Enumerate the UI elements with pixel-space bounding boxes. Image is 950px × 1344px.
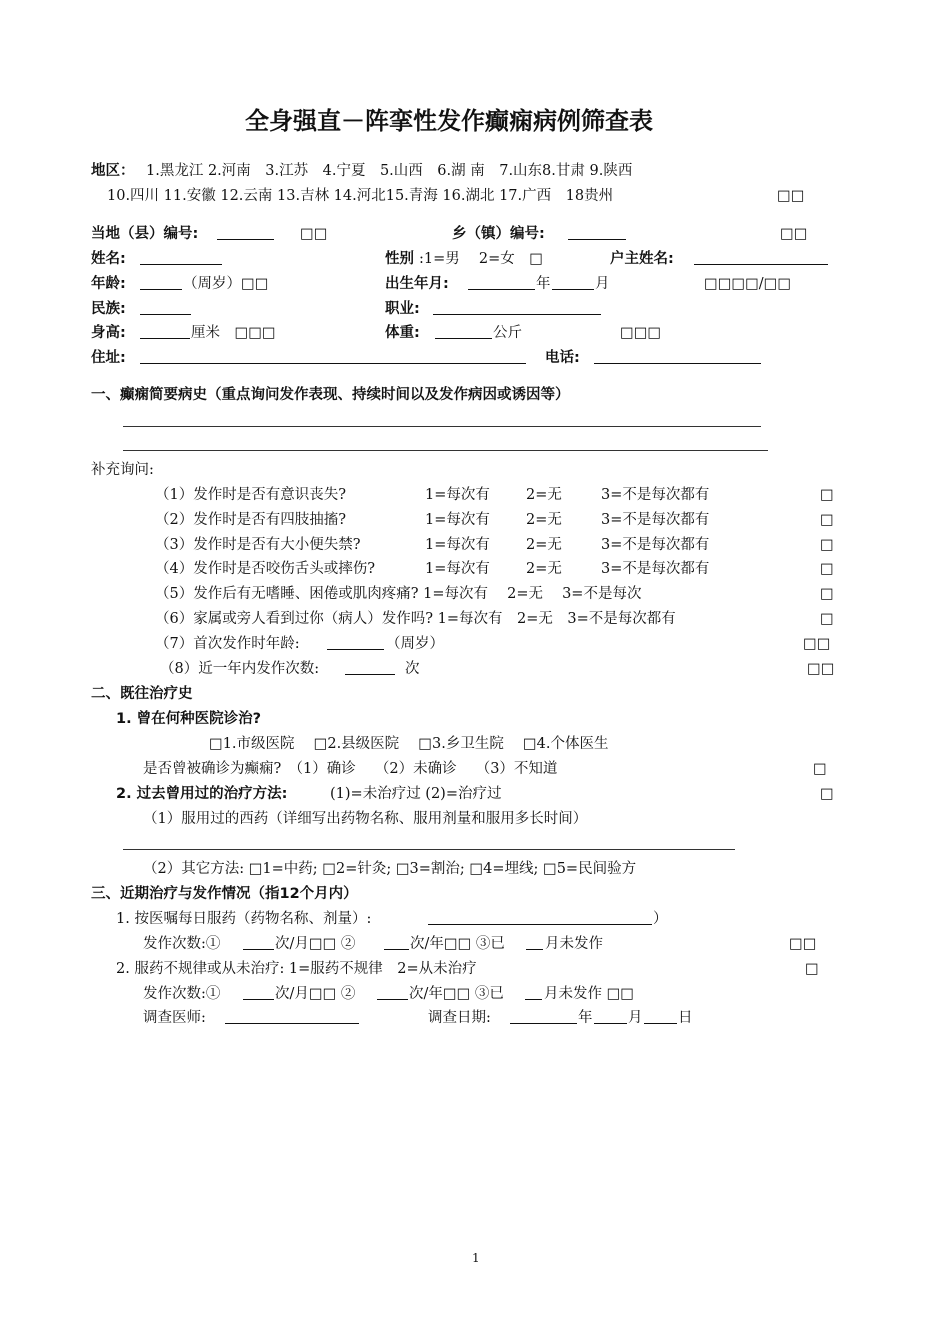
- history-line-2[interactable]: [123, 450, 768, 451]
- frequency-2-month-field[interactable]: [243, 985, 274, 1005]
- option-every: 1=每次有: [425, 512, 490, 528]
- weight-label: 体重:: [385, 325, 420, 341]
- address-field[interactable]: [140, 349, 526, 369]
- frequency-1-year[interactable]: 次/年□□ ③已: [410, 936, 505, 952]
- question-text: （2）发作时是否有四肢抽搐?: [155, 512, 346, 528]
- county-id-field[interactable]: [217, 225, 274, 245]
- survey-year-unit: 年: [578, 1010, 593, 1026]
- age-label: 年龄:: [91, 276, 126, 292]
- birth-year-unit: 年: [536, 276, 551, 292]
- ethnic-label: 民族:: [91, 301, 126, 317]
- age-unit[interactable]: （周岁）□□: [183, 276, 269, 292]
- birth-month-unit: 月: [595, 276, 610, 292]
- weight-unit: 公斤: [493, 325, 522, 341]
- regular-medication-label: 1. 按医嘱每日服药（药物名称、剂量）:: [116, 911, 372, 927]
- birth-boxes[interactable]: □□□□/□□: [704, 276, 792, 292]
- diagnosis-box[interactable]: □: [813, 761, 827, 777]
- question-7-box[interactable]: □□: [803, 636, 831, 652]
- answer-box[interactable]: □: [820, 537, 834, 553]
- frequency-1-month[interactable]: 次/月□□ ②: [275, 936, 356, 952]
- town-id-field[interactable]: [568, 225, 626, 245]
- first-onset-age-field[interactable]: [327, 635, 384, 655]
- treatment-options: (1)=未治疗过 (2)=治疗过: [330, 786, 502, 802]
- region-options-line2: 10.四川 11.安徽 12.云南 13.吉林 14.河北15.青海 16.湖北 17.广西 18贵州: [107, 188, 614, 204]
- phone-label: 电话:: [545, 350, 580, 366]
- survey-year-field[interactable]: [510, 1009, 577, 1029]
- treatment-question: 2. 过去曾用过的治疗方法:: [116, 786, 288, 802]
- diagnosis-question: 是否曾被确诊为癫痫? （1）确诊 （2）未确诊 （3）不知道: [143, 761, 558, 777]
- birth-year-field[interactable]: [468, 275, 535, 295]
- option-every: 1=每次有: [425, 561, 490, 577]
- page-number: 1: [472, 1251, 480, 1265]
- survey-month-unit: 月: [628, 1010, 643, 1026]
- gender-options[interactable]: :1=男 2=女 □: [419, 251, 543, 267]
- question-text: （4）发作时是否咬伤舌头或摔伤?: [155, 561, 375, 577]
- survey-date-label: 调查日期:: [428, 1010, 491, 1026]
- hospital-question: 1. 曾在何种医院诊治?: [116, 711, 262, 727]
- frequency-2-none-field[interactable]: [525, 985, 542, 1005]
- frequency-1-none: 月未发作: [545, 936, 603, 952]
- weight-field[interactable]: [435, 324, 492, 344]
- question-5-box[interactable]: □: [820, 586, 834, 602]
- other-methods[interactable]: （2）其它方法: □1=中药; □2=针灸; □3=割治; □4=埋线; □5=民间验方: [143, 861, 637, 877]
- frequency-1-year-field[interactable]: [384, 935, 409, 955]
- frequency-2-year[interactable]: 次/年□□ ③已: [409, 986, 504, 1002]
- householder-field[interactable]: [694, 250, 828, 270]
- frequency-2-month[interactable]: 次/月□□ ②: [275, 986, 356, 1002]
- birth-month-field[interactable]: [552, 275, 594, 295]
- region-code-boxes[interactable]: □□: [777, 188, 805, 204]
- doctor-field[interactable]: [225, 1009, 359, 1029]
- question-6: （6）家属或旁人看到过你（病人）发作吗? 1=每次有 2=无 3=不是每次都有: [155, 611, 676, 627]
- county-id-label: 当地（县）编号:: [91, 226, 199, 242]
- birth-label: 出生年月:: [385, 276, 449, 292]
- doctor-label: 调查医师:: [143, 1010, 206, 1026]
- seizure-count-field[interactable]: [345, 660, 395, 680]
- irregular-medication-box[interactable]: □: [805, 961, 819, 977]
- question-text: （1）发作时是否有意识丧失?: [155, 487, 346, 503]
- survey-month-field[interactable]: [594, 1009, 627, 1029]
- weight-boxes[interactable]: □□□: [620, 325, 662, 341]
- frequency-1-none-field[interactable]: [526, 935, 543, 955]
- option-none: 2=无: [526, 512, 562, 528]
- county-id-boxes[interactable]: □□: [300, 226, 328, 242]
- section2-title: 二、既往治疗史: [91, 686, 193, 702]
- frequency-2-none[interactable]: 月未发作 □□: [544, 986, 635, 1002]
- question-7-unit: （周岁）: [386, 636, 444, 652]
- answer-box[interactable]: □: [820, 512, 834, 528]
- name-field[interactable]: [140, 250, 222, 270]
- ethnic-field[interactable]: [140, 300, 191, 320]
- page-title: 全身强直－阵挛性发作癫痫病例筛查表: [245, 107, 653, 135]
- town-id-boxes[interactable]: □□: [780, 226, 808, 242]
- option-none: 2=无: [526, 487, 562, 503]
- option-none: 2=无: [526, 537, 562, 553]
- job-field[interactable]: [433, 300, 601, 320]
- supplement-label: 补充询问:: [91, 462, 154, 478]
- height-field[interactable]: [140, 324, 190, 344]
- western-medicine-label: （1）服用过的西药（详细写出药物名称、服用剂量和服用多长时间）: [143, 811, 588, 827]
- address-label: 住址:: [91, 350, 126, 366]
- question-5: （5）发作后有无嗜睡、困倦或肌肉疼痛? 1=每次有 2=无 3=不是每次: [155, 586, 642, 602]
- section3-title: 三、近期治疗与发作情况（指12个月内）: [91, 886, 358, 902]
- frequency-2-year-field[interactable]: [377, 985, 408, 1005]
- option-sometimes: 3=不是每次都有: [601, 561, 710, 577]
- answer-box[interactable]: □: [820, 561, 834, 577]
- survey-day-field[interactable]: [644, 1009, 677, 1029]
- irregular-medication: 2. 服药不规律或从未治疗: 1=服药不规律 2=从未治疗: [116, 961, 477, 977]
- age-field[interactable]: [140, 275, 182, 295]
- question-8-label: （8）近一年内发作次数:: [160, 661, 320, 677]
- question-text: （3）发作时是否有大小便失禁?: [155, 537, 361, 553]
- question-7-label: （7）首次发作时年龄:: [155, 636, 300, 652]
- region-label: 地区：: [91, 163, 135, 179]
- medication-field[interactable]: [428, 910, 652, 930]
- frequency-1-box[interactable]: □□: [789, 936, 817, 952]
- treatment-box[interactable]: □: [820, 786, 834, 802]
- hospital-options[interactable]: □1.市级医院 □2.县级医院 □3.乡卫生院 □4.个体医生: [209, 736, 609, 752]
- option-every: 1=每次有: [425, 537, 490, 553]
- job-label: 职业:: [385, 301, 420, 317]
- western-medicine-line[interactable]: [123, 849, 735, 850]
- medication-close: ）: [653, 911, 668, 927]
- height-unit[interactable]: 厘米 □□□: [191, 325, 276, 341]
- question-8-box[interactable]: □□: [807, 661, 835, 677]
- question-8-unit: 次: [405, 661, 420, 677]
- section1-title: 一、癫痫简要病史（重点询问发作表现、持续时间以及发作病因或诱因等）: [91, 387, 570, 403]
- frequency-1-month-field[interactable]: [243, 935, 274, 955]
- gender-label: 性别: [385, 251, 414, 267]
- region-options-line1: 1.黑龙江 2.河南 3.江苏 4.宁夏 5.山西 6.湖 南 7.山东8.甘肃 9.陕西: [146, 163, 633, 179]
- householder-label: 户主姓名:: [610, 251, 674, 267]
- question-6-box[interactable]: □: [820, 611, 834, 627]
- option-none: 2=无: [526, 561, 562, 577]
- option-sometimes: 3=不是每次都有: [601, 487, 710, 503]
- option-every: 1=每次有: [425, 487, 490, 503]
- frequency-1-label: 发作次数:①: [143, 936, 221, 952]
- history-line-1[interactable]: [123, 426, 761, 427]
- option-sometimes: 3=不是每次都有: [601, 512, 710, 528]
- height-label: 身高:: [91, 325, 126, 341]
- name-label: 姓名:: [91, 251, 126, 267]
- town-id-label: 乡（镇）编号:: [452, 226, 545, 242]
- answer-box[interactable]: □: [820, 487, 834, 503]
- survey-day-unit: 日: [678, 1010, 693, 1026]
- frequency-2-label: 发作次数:①: [143, 986, 221, 1002]
- option-sometimes: 3=不是每次都有: [601, 537, 710, 553]
- phone-field[interactable]: [594, 349, 761, 369]
